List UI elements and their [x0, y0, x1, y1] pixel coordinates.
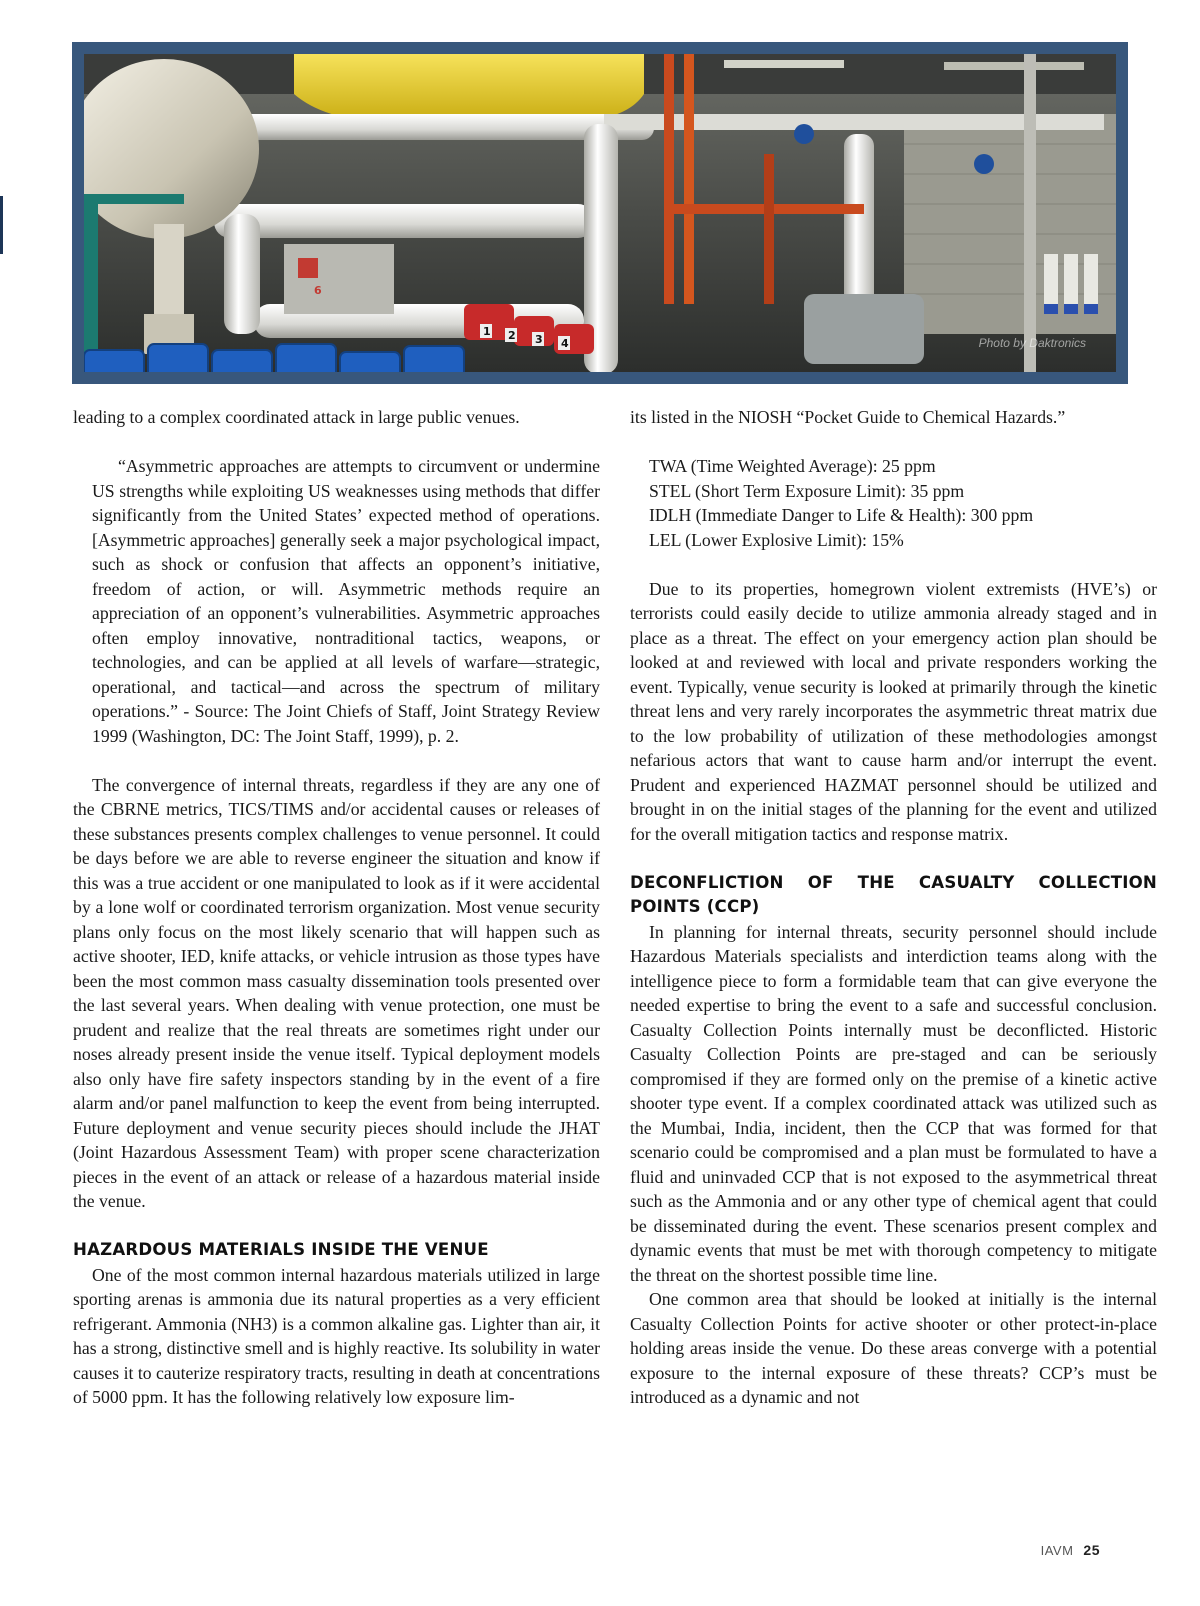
exposure-limit-idlh: IDLH (Immediate Danger to Life & Health): 300 ppm — [649, 505, 1034, 525]
block-quote-text: “Asymmetric approaches are attempts to circumvent or undermine US strengths while exploiting US weaknesses using methods that differ significantly from the United States’ expected method of operations. [Asymmetric approaches] generally seek a major psychological impact, such as shock or confusion that affects an opponent’s initiative, freedom of action, or will. Asymmetric methods require an appreciation of an opponent’s vulnerabilities. Asymmetric approaches often employ innovative, nontraditional tactics, weapons, or technologies, and can be applied at all levels of warfare—strategic, operational, and tactical—and across the spectrum of military operations.” - Source: The Joint Chiefs of Staff, Joint Strategy Review 1999 (Washington, DC: The Joint Staff, 1999), p. 2. — [92, 456, 600, 746]
gauge-label: 6 — [314, 284, 322, 297]
pump-number-3: 3 — [535, 333, 543, 346]
right-column — [630, 405, 1157, 1410]
left-paragraph-convergence: The convergence of internal threats, regardless if they are any one of the CBRNE metrics, TICS/TIMS and/or accidental causes or releases of these substances presents complex challenges to venue personnel. It could be days before we are able to reverse engineer the situation and know if this was a true accident or one manipulated to look as if it were accidental by a lone wolf or coordinated terrorism organization. Most venue security plans only focus on the most likely scenario that will happen such as active shooter, IED, knife attacks, or vehicle intrusion as those types have been the most common mass casualty dissemination tools presented over the last several years. When dealing with venue protection, one must be prudent and realize that the real threats are sometimes right under our noses already present inside the venue itself. Typical deployment models also only have fire safety inspectors standing by in the event of a fire alarm and/or panel malfunction to keep the event from being interrupted. Future deployment and venue security pieces should include the JHAT (Joint Hazardous Assessment Team) with proper scene characterization pieces in the event of an attack or release of a hazardous material inside the venue. — [73, 774, 600, 1211]
page-footer — [1041, 1542, 1100, 1558]
left-column — [73, 405, 600, 1410]
pump-number-4: 4 — [561, 337, 569, 350]
pump-number-2: 2 — [508, 329, 516, 342]
photo-frame — [72, 42, 1128, 384]
left-paragraph-ammonia: One of the most common internal hazardous materials utilized in large sporting arenas is ammonia due its natural properties as a very efficient refrigerant. Ammonia (NH3) is a common alkaline gas. Lighter than air, it has a strong, distinctive smell and is highly reactive. Its solubility in water causes it to cauterize respiratory tracts, resulting in death at concentrations of 5000 ppm. It has the following relatively low exposure lim- — [73, 1264, 600, 1407]
exposure-limit-twa: TWA (Time Weighted Average): 25 ppm — [649, 456, 936, 476]
left-paragraph-intro: leading to a complex coordinated attack in large public venues. — [73, 407, 520, 427]
margin-edge-bar — [0, 196, 3, 254]
page-number: 25 — [1083, 1542, 1100, 1558]
pump-number-1: 1 — [483, 325, 491, 338]
right-paragraph-common-area: One common area that should be looked at initially is the internal Casualty Collection Points for active shooter or other protect-in-place holding areas inside the venue. Do these areas converge with a potential exposure to the internal exposure of these threats? CCP’s must be introduced as a dynamic and not — [630, 1289, 1157, 1407]
section-heading-hazardous-materials: HAZARDOUS MATERIALS INSIDE THE VENUE — [73, 1240, 489, 1259]
section-heading-deconfliction: DECONFLICTION OF THE CASUALTY COLLECTION POINTS (CCP) — [630, 872, 1157, 916]
photo-illustration — [84, 54, 1116, 372]
exposure-limit-stel: STEL (Short Term Exposure Limit): 35 ppm — [649, 480, 965, 501]
mechanical-room-photo — [84, 54, 1116, 372]
photo-credit: Photo by Daktronics — [978, 336, 1086, 350]
right-paragraph-niosh: its listed in the NIOSH “Pocket Guide to Chemical Hazards.” — [630, 407, 1066, 427]
block-quote — [73, 454, 600, 748]
publication-name: IAVM — [1040, 1543, 1074, 1558]
right-paragraph-properties: Due to its properties, homegrown violent extremists (HVE’s) or terrorists could easily decide to utilize ammonia already staged and in place as a threat. The effect on your emergency action plan should be looked at and reviewed with local and private responders working the event. Typically, venue security is looked at primarily through the kinetic threat lens and very rarely incorporates the asymmetric threat matrix due to the low probability of utilization of these methodologies amongst nefarious actors that want to cause harm and/or interrupt the event. Prudent and experienced HAZMAT personnel should be utilized and brought in on the initial stages of the planning for the event and utilized for the overall mitigation tactics and response matrix. — [630, 578, 1157, 844]
exposure-limits-list — [630, 454, 1157, 552]
exposure-limit-lel: LEL (Lower Explosive Limit): 15% — [649, 529, 904, 550]
right-paragraph-planning: In planning for internal threats, security personnel should include Hazardous Materials specialists and interdiction teams along with the intelligence piece to form a formidable team that can give everyone the needed expertise to bring the event to a safe and successful conclusion. Casualty Collection Points internally must be deconflicted. Historic Casualty Collection Points are pre-staged and can be seriously compromised if they are formed only on the premise of a kinetic active shooter type event. If a complex coordinated attack was utilized such as the Mumbai, India, incident, then the CCP that was formed for that scenario could be compromised and a plan must be formulated to have a fluid and uninvaded CCP that is not exposed to the asymmetrical threat such as the Ammonia and or any other type of chemical agent that could be disseminated during the event. These scenarios present complex and dynamic events that must be met with thorough competency to mitigate the threat on the shortest possible time line. — [630, 921, 1157, 1285]
